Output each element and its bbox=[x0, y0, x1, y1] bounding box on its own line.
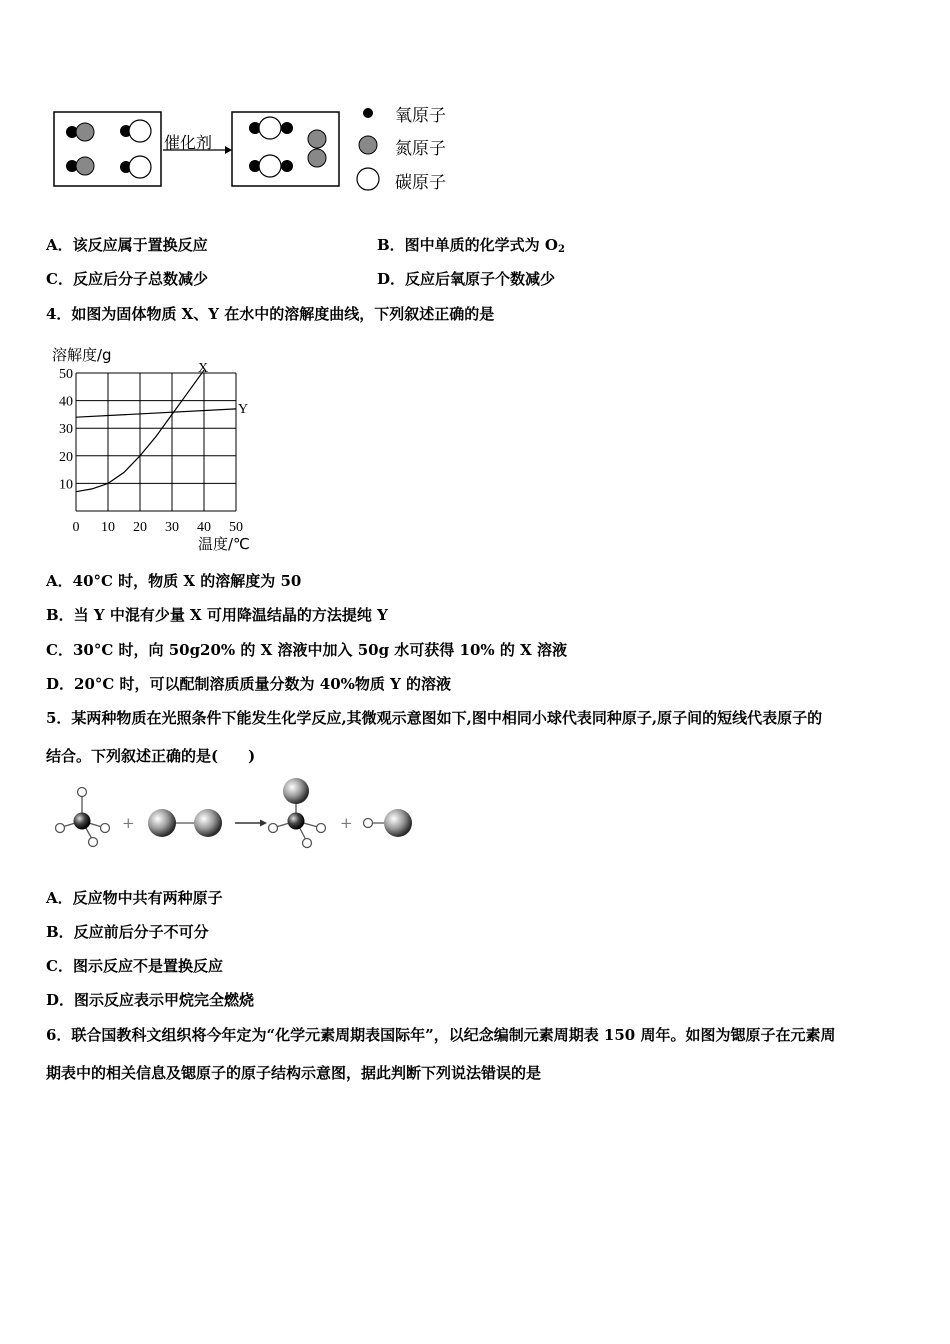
y-tick-label: 50 bbox=[59, 367, 73, 382]
y-tick-label: 10 bbox=[59, 477, 73, 493]
co2-molecule-icon bbox=[249, 155, 293, 177]
co-molecule-icon bbox=[120, 156, 151, 178]
q3-option-a: A．该反应属于置换反应 bbox=[46, 236, 208, 254]
methane-chlorination-svg bbox=[50, 775, 420, 850]
co2-molecule-icon bbox=[249, 117, 293, 139]
n2-molecule-icon bbox=[308, 130, 326, 167]
q6-stem-line1: 6．联合国教科文组织将今年定为“化学元素周期表国际年”，以纪念编制元素周期表 150 周年。如图为锶原子在元素周 bbox=[46, 1026, 836, 1044]
x-tick-label: 50 bbox=[229, 520, 243, 535]
q5-option-d: D．图示反应表示甲烷完全燃烧 bbox=[46, 991, 255, 1009]
q5-option-a: A．反应物中共有两种原子 bbox=[46, 889, 223, 907]
x-tick-label: 20 bbox=[133, 520, 147, 535]
no-molecule-icon bbox=[66, 157, 94, 175]
y-axis-label: 溶解度/g bbox=[52, 346, 112, 364]
methane-molecule-icon bbox=[56, 788, 110, 847]
x-axis-label: 温度/℃ bbox=[198, 535, 250, 553]
x-tick-label: 0 bbox=[72, 520, 80, 535]
nitrogen-atom-icon bbox=[359, 136, 377, 154]
arrow-head-icon bbox=[260, 820, 267, 827]
x-tick-label: 10 bbox=[101, 520, 115, 535]
q3-option-b bbox=[377, 235, 565, 260]
solubility-chart bbox=[44, 340, 274, 555]
q4-option-c: C．30°C 时，向 50g20% 的 X 溶液中加入 50g 水可获得 10% 的 X 溶液 bbox=[46, 641, 567, 659]
q4-option-a: A．40°C 时，物质 X 的溶解度为 50 bbox=[46, 572, 302, 590]
q4-option-b: B．当 Y 中混有少量 X 可用降温结晶的方法提纯 Y bbox=[46, 606, 388, 624]
x-tick-label: 30 bbox=[165, 520, 179, 535]
arrow-head-icon bbox=[225, 146, 232, 154]
methane-chlorination-diagram bbox=[50, 775, 420, 850]
legend-nitrogen-label: 氮原子 bbox=[395, 139, 446, 159]
series-label-y: Y bbox=[238, 401, 249, 417]
q3-option-d: D．反应后氧原子个数减少 bbox=[377, 270, 556, 288]
solubility-chart-svg bbox=[44, 340, 274, 555]
plus-icon: + bbox=[122, 814, 135, 832]
plus-icon: + bbox=[340, 814, 353, 832]
x-tick-label: 40 bbox=[197, 520, 211, 535]
q5-option-b: B．反应前后分子不可分 bbox=[46, 923, 209, 941]
q4-stem: 4．如图为固体物质 X、Y 在水中的溶解度曲线，下列叙述正确的是 bbox=[46, 305, 495, 323]
q6-stem-line2: 期表中的相关信息及锶原子的原子结构示意图，据此判断下列说法错误的是 bbox=[46, 1064, 542, 1082]
chlorine-molecule-icon bbox=[148, 809, 222, 837]
y-tick-label: 30 bbox=[59, 422, 73, 438]
series-label-x: X bbox=[198, 361, 209, 377]
chloromethane-molecule-icon bbox=[269, 778, 326, 848]
q3-option-b-subscript: 2 bbox=[557, 244, 565, 255]
y-tick-label: 40 bbox=[59, 394, 73, 410]
q5-stem-line2: 结合。下列叙述正确的是( ) bbox=[46, 747, 256, 765]
hydrogen-chloride-molecule-icon bbox=[364, 809, 413, 837]
no-molecule-icon bbox=[66, 123, 94, 141]
q3-option-b-text: B．图中单质的化学式为 O bbox=[377, 236, 558, 254]
series-line-y bbox=[76, 409, 236, 417]
legend-carbon-label: 碳原子 bbox=[395, 173, 446, 193]
legend-oxygen-label: 氧原子 bbox=[395, 106, 446, 126]
y-tick-label: 20 bbox=[59, 449, 73, 465]
catalyst-label: 催化剂 bbox=[164, 133, 213, 152]
q4-option-d: D．20°C 时，可以配制溶质质量分数为 40%物质 Y 的溶液 bbox=[46, 675, 452, 693]
carbon-atom-icon bbox=[357, 168, 379, 190]
q5-stem-line1: 5．某两种物质在光照条件下能发生化学反应,其微观示意图如下,图中相同小球代表同种原子,原子间的短线代表原子的 bbox=[46, 709, 823, 727]
co-molecule-icon bbox=[120, 120, 151, 142]
q5-option-c: C．图示反应不是置换反应 bbox=[46, 957, 223, 975]
oxygen-atom-icon bbox=[363, 108, 373, 118]
q3-option-c: C．反应后分子总数减少 bbox=[46, 270, 208, 288]
